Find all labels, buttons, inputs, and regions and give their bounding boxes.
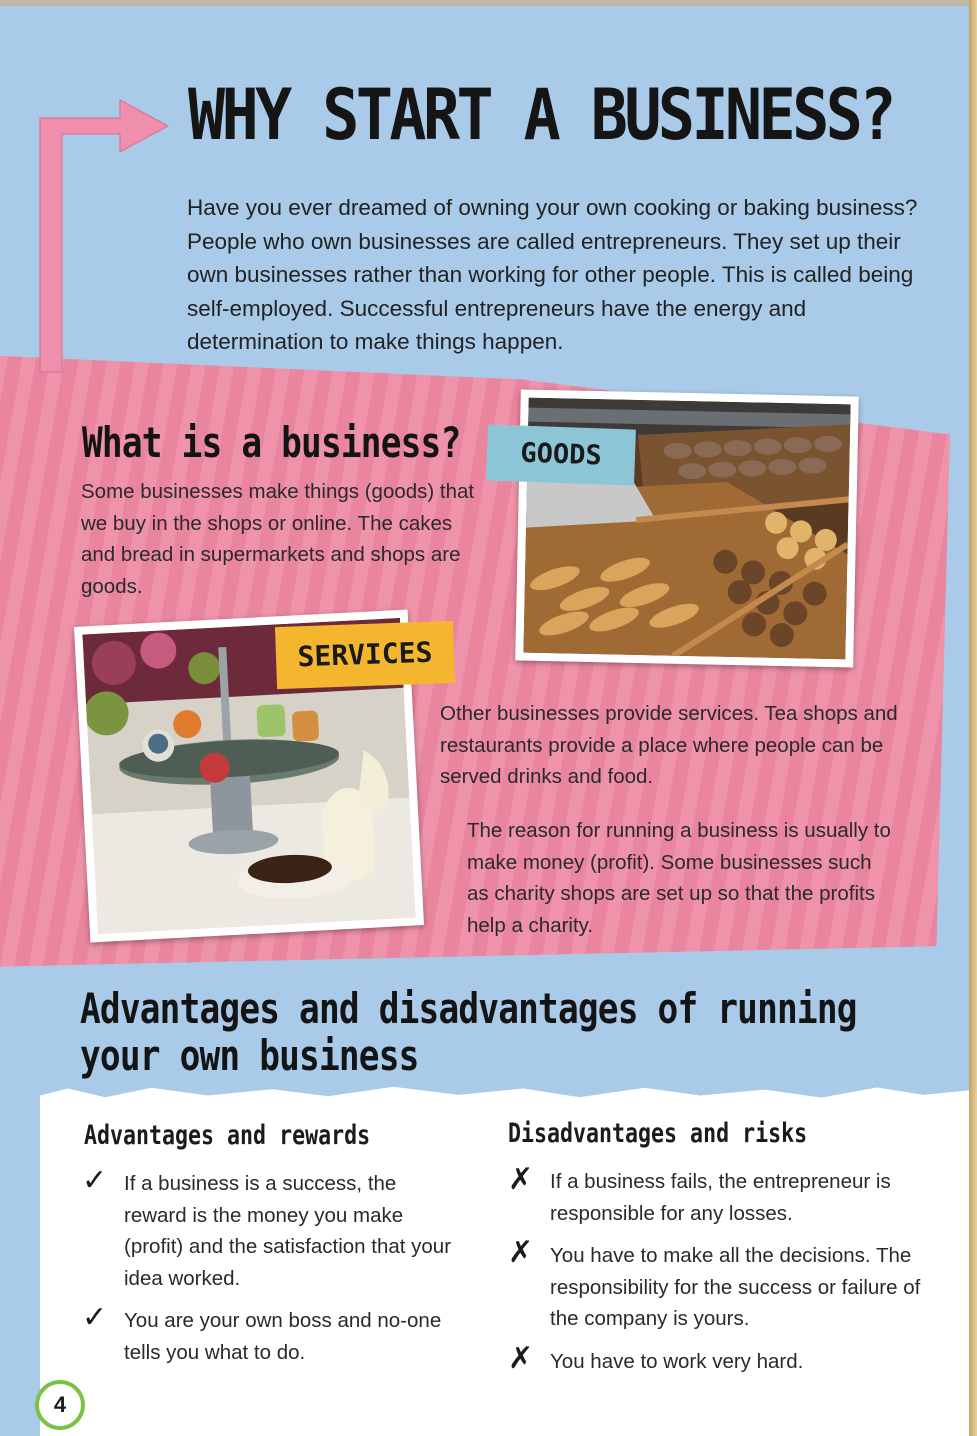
- disadvantages-heading: Disadvantages and risks: [508, 1118, 808, 1149]
- page-number: 4: [35, 1380, 85, 1430]
- goods-tag: GOODS: [486, 424, 636, 485]
- disadvantage-item: You have to make all the decisions. The responsibility for the success or failure of the company is yours.: [550, 1244, 921, 1330]
- business-heading: What is a business?: [82, 418, 461, 467]
- advantages-section-heading: [80, 985, 857, 1079]
- disadvantage-item: You have to work very hard.: [550, 1350, 804, 1373]
- page-title: WHY START A BUSINESS?: [188, 74, 893, 156]
- disadvantage-item: If a business fails, the entrepreneur is responsible for any losses.: [550, 1170, 891, 1225]
- services-tag: SERVICES: [275, 621, 455, 689]
- cross-icon: ✗: [508, 1235, 534, 1270]
- advantage-item: If a business is a success, the reward is the money you make (profit) and the satisfaction that your idea worked.: [124, 1172, 452, 1290]
- check-icon: ✓: [82, 1163, 108, 1198]
- intro-paragraph: Have you ever dreamed of owning your own cooking or baking business? People who own businesses are called entrepreneurs. They set up their own businesses rather than working for other people. This is called being self-employed. Successful entrepreneurs have the energy and determination to make things happen.: [187, 195, 918, 354]
- services-paragraph: Other businesses provide services. Tea shops and restaurants provide a place where people can be served drinks and food.: [440, 702, 898, 788]
- cross-icon: ✗: [508, 1162, 534, 1197]
- advantages-heading-line1: Advantages and disadvantages of running: [80, 984, 857, 1033]
- goods-paragraph: Some businesses make things (goods) that we buy in the shops or online. The cakes and bread in supermarkets and shops are goods.: [81, 480, 475, 598]
- profit-paragraph: The reason for running a business is usually to make money (profit). Some businesses such as charity shops are set up so that the profits help a charity.: [467, 819, 891, 937]
- advantages-heading-line2: your own business: [80, 1031, 419, 1080]
- advantages-heading: Advantages and rewards: [84, 1120, 371, 1151]
- page-edge: [969, 0, 977, 1436]
- cross-icon: ✗: [508, 1341, 534, 1376]
- advantage-item: You are your own boss and no-one tells you what to do.: [124, 1309, 442, 1364]
- pink-arrow-icon: [0, 0, 200, 380]
- check-icon: ✓: [82, 1300, 108, 1335]
